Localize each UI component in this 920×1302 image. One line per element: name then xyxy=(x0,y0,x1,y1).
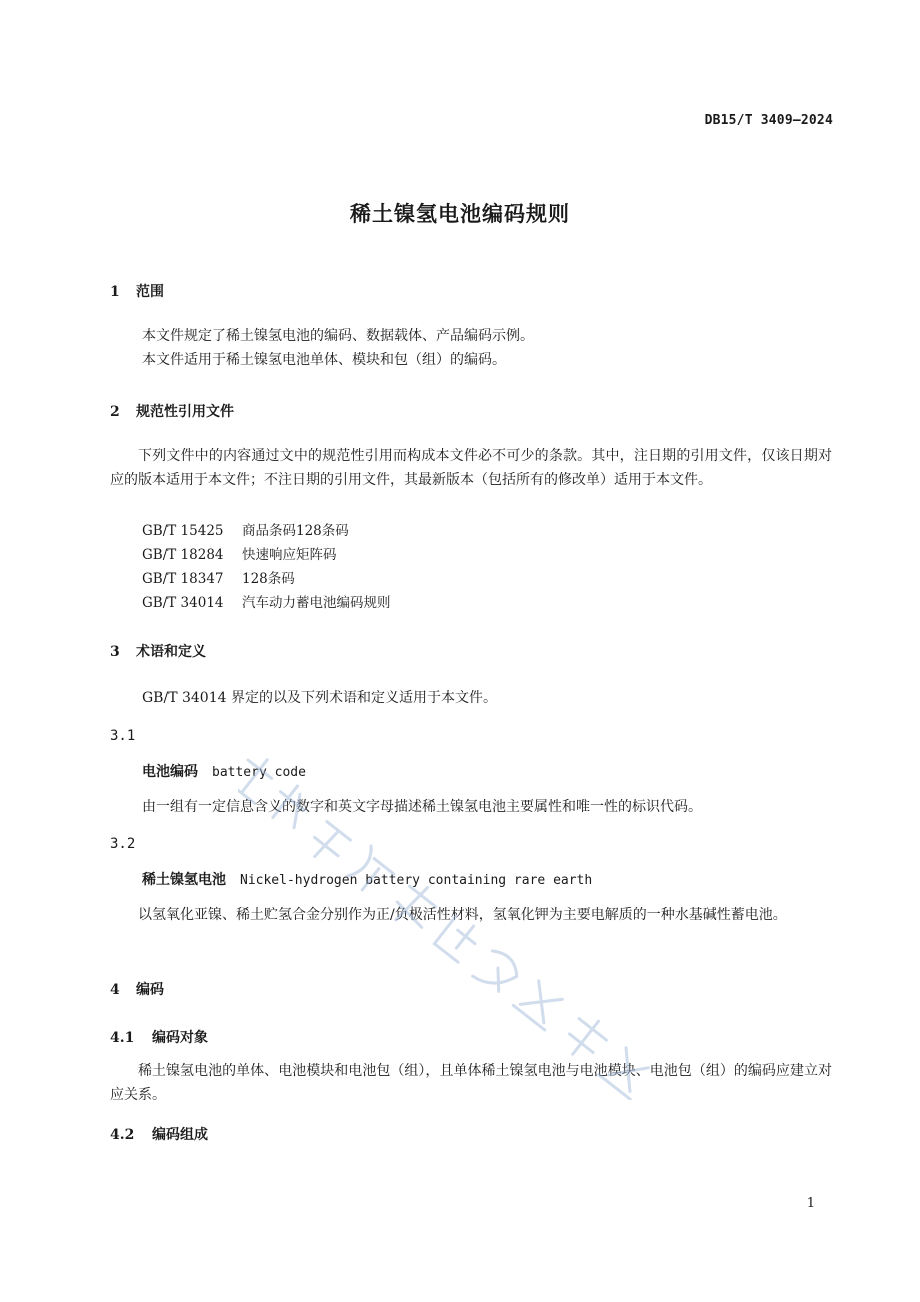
section-title: 规范性引用文件 xyxy=(136,404,234,420)
reference-item xyxy=(142,543,337,563)
paragraph: GB/T 34014 界定的以及下列术语和定义适用于本文件。 xyxy=(142,690,497,706)
reference-code: GB/T 34014 xyxy=(142,595,224,611)
term-zh: 稀土镍氢电池 xyxy=(142,872,226,888)
section-number: 1 xyxy=(110,284,120,300)
subsection-number: 4.2 xyxy=(110,1127,135,1143)
reference-item xyxy=(142,591,391,611)
section-title: 编码 xyxy=(136,982,164,998)
paragraph: 本文件适用于稀土镍氢电池单体、模块和包（组）的编码。 xyxy=(142,352,506,368)
subsection-4-2-heading xyxy=(110,1124,208,1144)
reference-name: 快速响应矩阵码 xyxy=(242,547,337,563)
term-definition: 以氢氧化亚镍、稀土贮氢合金分别作为正/负极活性材料，氢氧化钾为主要电解质的一种水基碱性蓄电池。 xyxy=(138,907,787,923)
reference-item xyxy=(142,567,295,587)
reference-name: 128条码 xyxy=(242,571,295,587)
section-2-heading xyxy=(110,401,234,421)
document-title: 稀土镍氢电池编码规则 xyxy=(350,201,570,226)
reference-name: 商品条码128条码 xyxy=(242,523,349,539)
term-definition: 由一组有一定信息含义的数字和英文字母描述稀土镍氢电池主要属性和唯一性的标识代码。 xyxy=(142,799,702,815)
reference-code: GB/T 15425 xyxy=(142,523,224,539)
watermark xyxy=(238,700,798,1100)
reference-item xyxy=(142,519,349,539)
section-title: 术语和定义 xyxy=(136,644,206,660)
subsection-title: 编码对象 xyxy=(152,1030,208,1046)
section-number: 3 xyxy=(110,644,120,660)
term-entry xyxy=(142,761,306,781)
section-number: 2 xyxy=(110,404,120,420)
section-3-heading xyxy=(110,641,206,661)
paragraph: 本文件规定了稀土镍氢电池的编码、数据载体、产品编码示例。 xyxy=(142,328,534,344)
term-number: 3.1 xyxy=(110,728,136,744)
reference-code: GB/T 18347 xyxy=(142,571,224,587)
subsection-4-1-heading xyxy=(110,1027,208,1047)
reference-name: 汽车动力蓄电池编码规则 xyxy=(242,595,391,611)
term-en: battery code xyxy=(212,765,306,780)
section-number: 4 xyxy=(110,982,120,998)
term-en: Nickel-hydrogen battery containing rare earth xyxy=(240,873,593,888)
page-number: 1 xyxy=(806,1196,815,1211)
term-number: 3.2 xyxy=(110,836,136,852)
section-title: 范围 xyxy=(136,284,164,300)
subsection-title: 编码组成 xyxy=(152,1127,208,1143)
subsection-number: 4.1 xyxy=(110,1030,135,1046)
term-entry xyxy=(142,869,592,889)
paragraph: 稀土镍氢电池的单体、电池模块和电池包（组），且单体稀土镍氢电池与电池模块、电池包（组）的编码应建立对应关系。 xyxy=(110,1063,832,1103)
paragraph: 下列文件中的内容通过文中的规范性引用而构成本文件必不可少的条款。其中，注日期的引用文件，仅该日期对应的版本适用于本文件；不注日期的引用文件，其最新版本（包括所有的修改单）适用于本文件。 xyxy=(110,448,832,488)
section-1-heading xyxy=(110,281,164,301)
section-4-heading xyxy=(110,979,164,999)
term-zh: 电池编码 xyxy=(142,764,198,780)
reference-code: GB/T 18284 xyxy=(142,547,224,563)
standard-number: DB15/T 3409—2024 xyxy=(704,113,833,128)
